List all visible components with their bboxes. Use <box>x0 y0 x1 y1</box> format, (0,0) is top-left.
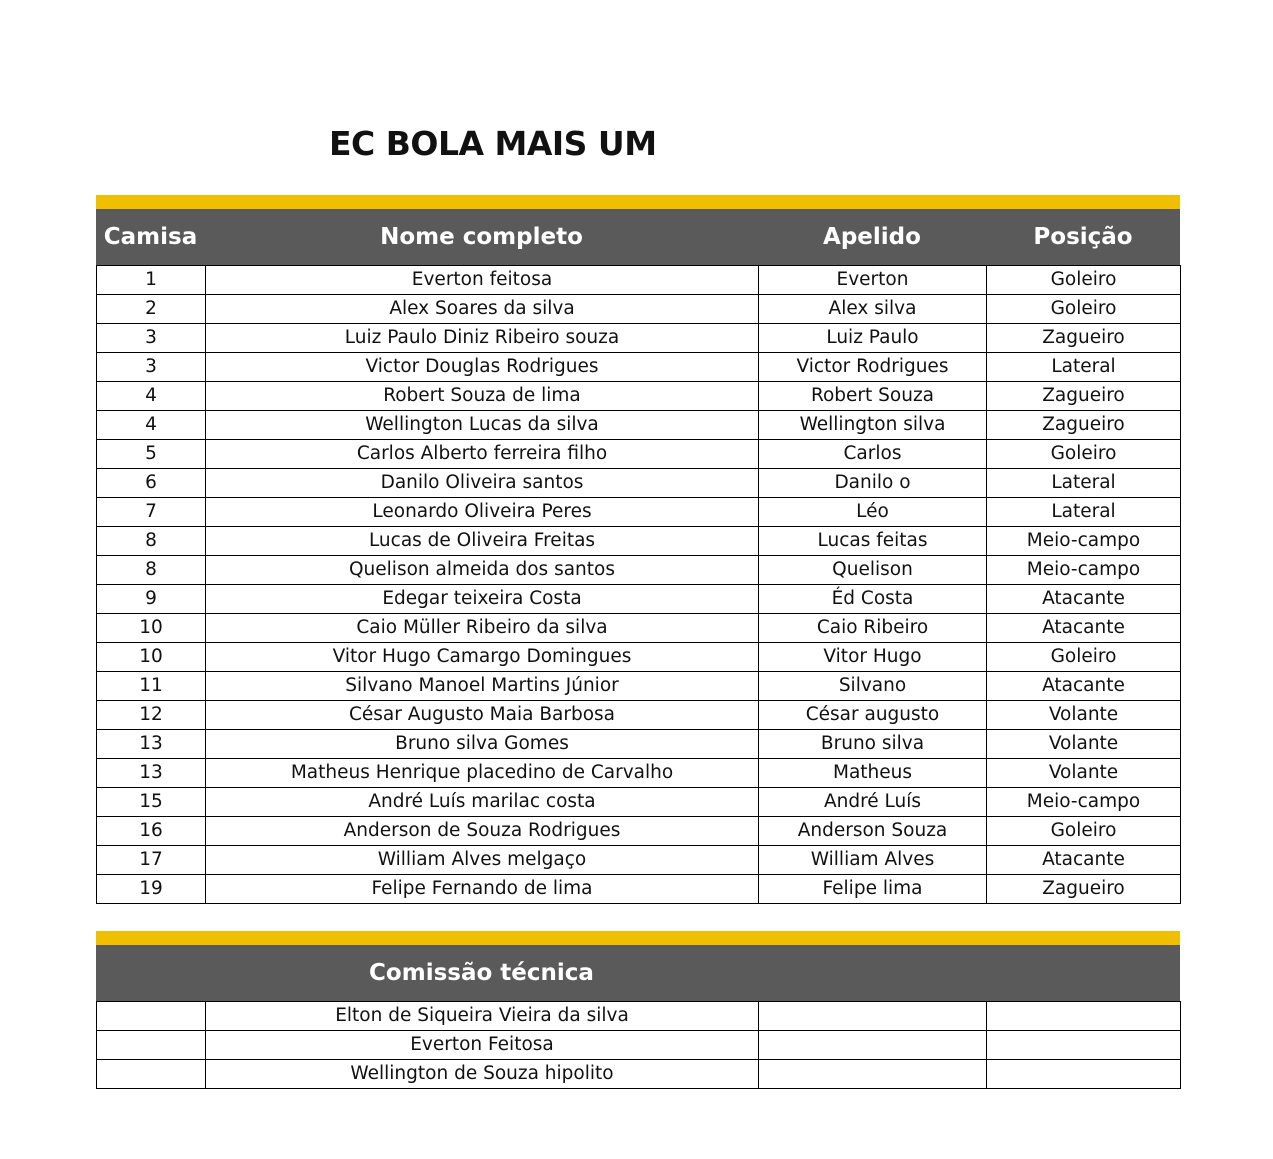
nickname-cell: Silvano <box>759 672 987 701</box>
full-name-cell: Wellington de Souza hipolito <box>206 1060 759 1089</box>
position-cell: Volante <box>987 759 1181 788</box>
nickname-cell: Everton <box>759 266 987 295</box>
shirt-cell: 8 <box>97 527 206 556</box>
position-cell: Volante <box>987 730 1181 759</box>
roster-header-row <box>96 209 1180 265</box>
shirt-cell: 5 <box>97 440 206 469</box>
position-cell: Meio-campo <box>987 527 1181 556</box>
table-row <box>97 498 1181 527</box>
position-cell: Atacante <box>987 672 1181 701</box>
shirt-cell <box>97 1031 206 1060</box>
position-cell: Atacante <box>987 846 1181 875</box>
full-name-cell: Leonardo Oliveira Peres <box>206 498 759 527</box>
full-name-cell: Everton feitosa <box>206 266 759 295</box>
full-name-cell: Luiz Paulo Diniz Ribeiro souza <box>206 324 759 353</box>
position-cell: Goleiro <box>987 643 1181 672</box>
shirt-cell: 2 <box>97 295 206 324</box>
table-row <box>97 672 1181 701</box>
position-cell: Goleiro <box>987 295 1181 324</box>
shirt-cell: 17 <box>97 846 206 875</box>
full-name-cell: Everton Feitosa <box>206 1031 759 1060</box>
table-row <box>97 266 1181 295</box>
staff-section <box>96 931 1180 1089</box>
header-shirt: Camisa <box>103 224 198 250</box>
header-position: Posição <box>1033 224 1133 250</box>
nickname-cell: Vitor Hugo <box>759 643 987 672</box>
nickname-cell: Bruno silva <box>759 730 987 759</box>
shirt-cell: 11 <box>97 672 206 701</box>
position-cell: Zagueiro <box>987 382 1181 411</box>
shirt-cell: 4 <box>97 382 206 411</box>
table-row <box>97 788 1181 817</box>
table-row <box>97 875 1181 904</box>
full-name-cell: Victor Douglas Rodrigues <box>206 353 759 382</box>
table-row <box>97 1031 1181 1060</box>
position-cell <box>987 1060 1181 1089</box>
full-name-cell: Edegar teixeira Costa <box>206 585 759 614</box>
position-cell: Volante <box>987 701 1181 730</box>
full-name-cell: Caio Müller Ribeiro da silva <box>206 614 759 643</box>
table-row <box>97 324 1181 353</box>
shirt-cell: 10 <box>97 643 206 672</box>
shirt-cell: 4 <box>97 411 206 440</box>
full-name-cell: Wellington Lucas da silva <box>206 411 759 440</box>
roster-table-body <box>97 266 1181 904</box>
nickname-cell: Lucas feitas <box>759 527 987 556</box>
nickname-cell: Danilo o <box>759 469 987 498</box>
table-row <box>97 527 1181 556</box>
shirt-cell: 16 <box>97 817 206 846</box>
position-cell: Goleiro <box>987 440 1181 469</box>
table-row <box>97 614 1181 643</box>
roster-accent-bar <box>96 195 1180 209</box>
nickname-cell <box>759 1031 987 1060</box>
table-row <box>97 730 1181 759</box>
table-row <box>97 817 1181 846</box>
staff-table-body <box>97 1002 1181 1089</box>
full-name-cell: Danilo Oliveira santos <box>206 469 759 498</box>
table-row <box>97 759 1181 788</box>
full-name-cell: William Alves melgaço <box>206 846 759 875</box>
shirt-cell: 13 <box>97 759 206 788</box>
position-cell: Zagueiro <box>987 411 1181 440</box>
nickname-cell: André Luís <box>759 788 987 817</box>
shirt-cell <box>97 1002 206 1031</box>
position-cell: Goleiro <box>987 266 1181 295</box>
full-name-cell: Anderson de Souza Rodrigues <box>206 817 759 846</box>
staff-table <box>96 1001 1181 1089</box>
table-row <box>97 556 1181 585</box>
table-row <box>97 353 1181 382</box>
nickname-cell: Alex silva <box>759 295 987 324</box>
nickname-cell: Éd Costa <box>759 585 987 614</box>
nickname-cell: Caio Ribeiro <box>759 614 987 643</box>
nickname-cell: Robert Souza <box>759 382 987 411</box>
shirt-cell: 12 <box>97 701 206 730</box>
shirt-cell: 3 <box>97 324 206 353</box>
staff-accent-bar <box>96 931 1180 945</box>
full-name-cell: Silvano Manoel Martins Júnior <box>206 672 759 701</box>
table-row <box>97 846 1181 875</box>
position-cell: Lateral <box>987 469 1181 498</box>
shirt-cell: 19 <box>97 875 206 904</box>
full-name-cell: César Augusto Maia Barbosa <box>206 701 759 730</box>
roster-section <box>96 195 1180 904</box>
full-name-cell: Lucas de Oliveira Freitas <box>206 527 759 556</box>
nickname-cell: César augusto <box>759 701 987 730</box>
nickname-cell: Quelison <box>759 556 987 585</box>
shirt-cell <box>97 1060 206 1089</box>
position-cell: Atacante <box>987 614 1181 643</box>
nickname-cell: Luiz Paulo <box>759 324 987 353</box>
shirt-cell: 7 <box>97 498 206 527</box>
shirt-cell: 8 <box>97 556 206 585</box>
shirt-cell: 9 <box>97 585 206 614</box>
position-cell: Meio-campo <box>987 556 1181 585</box>
table-row <box>97 1060 1181 1089</box>
staff-header-row <box>96 945 1180 1001</box>
shirt-cell: 15 <box>97 788 206 817</box>
full-name-cell: Felipe Fernando de lima <box>206 875 759 904</box>
header-full-name: Nome completo <box>380 224 583 250</box>
staff-header-label: Comissão técnica <box>369 960 594 986</box>
table-row <box>97 295 1181 324</box>
table-row <box>97 411 1181 440</box>
shirt-cell: 13 <box>97 730 206 759</box>
position-cell: Goleiro <box>987 817 1181 846</box>
full-name-cell: Matheus Henrique placedino de Carvalho <box>206 759 759 788</box>
position-cell <box>987 1031 1181 1060</box>
full-name-cell: Carlos Alberto ferreira filho <box>206 440 759 469</box>
full-name-cell: Alex Soares da silva <box>206 295 759 324</box>
table-row <box>97 701 1181 730</box>
shirt-cell: 3 <box>97 353 206 382</box>
position-cell <box>987 1002 1181 1031</box>
nickname-cell: Victor Rodrigues <box>759 353 987 382</box>
shirt-cell: 6 <box>97 469 206 498</box>
table-row <box>97 643 1181 672</box>
position-cell: Zagueiro <box>987 875 1181 904</box>
table-row <box>97 382 1181 411</box>
full-name-cell: Quelison almeida dos santos <box>206 556 759 585</box>
roster-table <box>96 265 1181 904</box>
table-row <box>97 469 1181 498</box>
position-cell: Zagueiro <box>987 324 1181 353</box>
nickname-cell <box>759 1002 987 1031</box>
table-row <box>97 440 1181 469</box>
nickname-cell: Léo <box>759 498 987 527</box>
shirt-cell: 1 <box>97 266 206 295</box>
table-row <box>97 585 1181 614</box>
nickname-cell: Anderson Souza <box>759 817 987 846</box>
nickname-cell: William Alves <box>759 846 987 875</box>
position-cell: Atacante <box>987 585 1181 614</box>
full-name-cell: André Luís marilac costa <box>206 788 759 817</box>
page-title: EC BOLA MAIS UM <box>329 124 657 163</box>
position-cell: Lateral <box>987 498 1181 527</box>
position-cell: Meio-campo <box>987 788 1181 817</box>
nickname-cell: Matheus <box>759 759 987 788</box>
full-name-cell: Vitor Hugo Camargo Domingues <box>206 643 759 672</box>
nickname-cell: Felipe lima <box>759 875 987 904</box>
position-cell: Lateral <box>987 353 1181 382</box>
nickname-cell: Wellington silva <box>759 411 987 440</box>
full-name-cell: Elton de Siqueira Vieira da silva <box>206 1002 759 1031</box>
full-name-cell: Robert Souza de lima <box>206 382 759 411</box>
nickname-cell: Carlos <box>759 440 987 469</box>
nickname-cell <box>759 1060 987 1089</box>
table-row <box>97 1002 1181 1031</box>
header-nickname: Apelido <box>823 224 921 250</box>
shirt-cell: 10 <box>97 614 206 643</box>
full-name-cell: Bruno silva Gomes <box>206 730 759 759</box>
